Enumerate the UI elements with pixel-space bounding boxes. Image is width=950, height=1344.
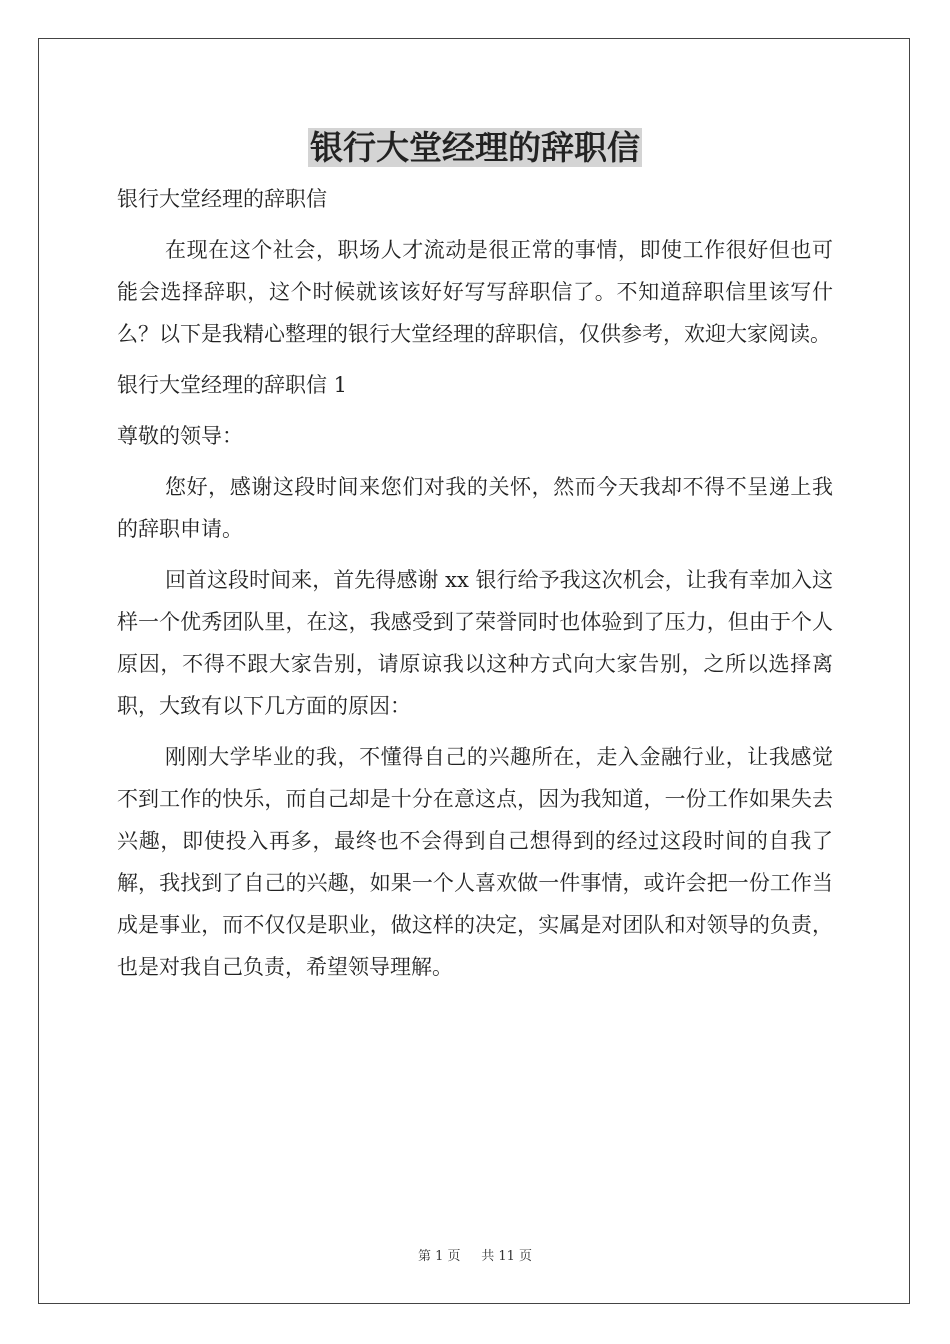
document-body xyxy=(117,178,833,997)
paragraph: 银行大堂经理的辞职信 xyxy=(117,187,327,211)
document-title-text: 银行大堂经理的辞职信 xyxy=(310,128,640,167)
page-footer xyxy=(0,1248,950,1266)
paragraph: 尊敬的领导： xyxy=(117,424,243,448)
page-total: 共 11 页 xyxy=(481,1249,533,1264)
paragraph: 银行大堂经理的辞职信 1 xyxy=(117,373,348,397)
page-number: 第 1 页 xyxy=(417,1249,461,1264)
paragraph: 回首这段时间来，首先得感谢 xx 银行给予我这次机会，让我有幸加入这样一个优秀团队里，在这，我感受到了荣誉同时也体验到了压力，但由于个人原因，不得不跟大家告别，请原谅我以这种方式向大家告别，之所以选择离职，大致有以下几方面的原因： xyxy=(117,568,833,718)
paragraph: 您好，感谢这段时间来您们对我的关怀，然而今天我却不得不呈递上我的辞职申请。 xyxy=(117,475,833,541)
paragraph: 刚刚大学毕业的我，不懂得自己的兴趣所在，走入金融行业，让我感觉不到工作的快乐，而自己却是十分在意这点，因为我知道，一份工作如果失去兴趣，即使投入再多，最终也不会得到自己想得到的经过这段时间的自我了解，我找到了自己的兴趣，如果一个人喜欢做一件事情，或许会把一份工作当成是事业，而不仅仅是职业，做这样的决定，实属是对团队和对领导的负责，也是对我自己负责，希望领导理解。 xyxy=(117,745,833,979)
paragraph: 在现在这个社会，职场人才流动是很正常的事情，即使工作很好但也可能会选择辞职，这个时候就该该好好写写辞职信了。不知道辞职信里该写什么？以下是我精心整理的银行大堂经理的辞职信，仅供参考，欢迎大家阅读。 xyxy=(117,238,833,346)
document-title xyxy=(0,126,950,170)
